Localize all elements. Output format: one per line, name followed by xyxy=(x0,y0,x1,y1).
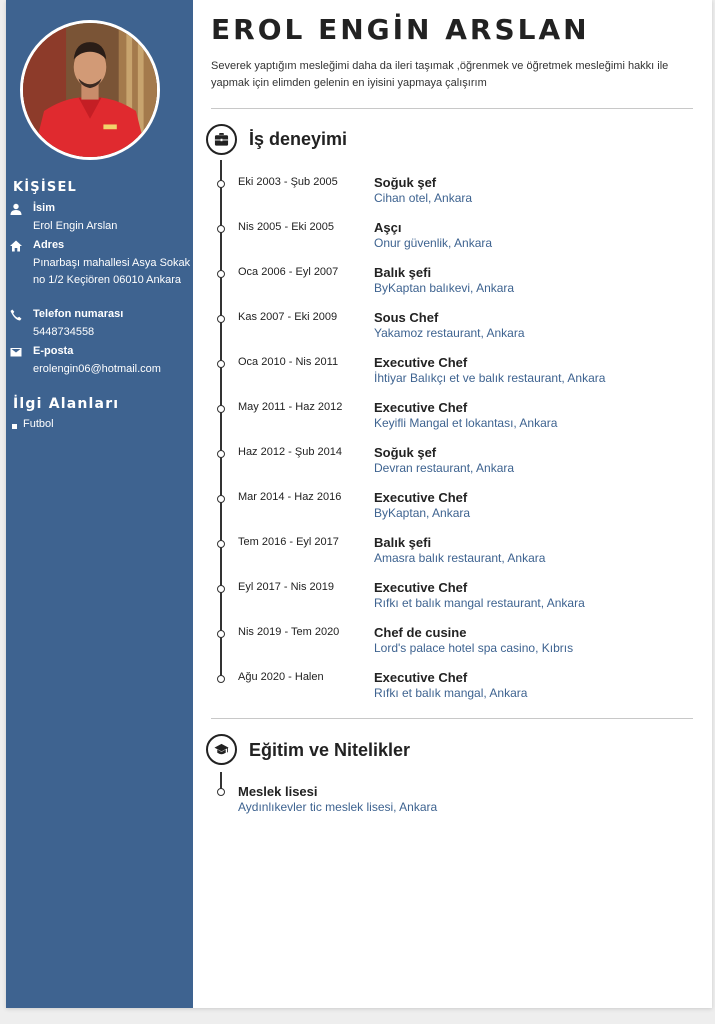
experience-role: Balık şefi xyxy=(374,265,432,280)
experience-place: Yakamoz restaurant, Ankara xyxy=(374,326,525,340)
experience-heading: İş deneyimi xyxy=(249,129,348,149)
name-value: Erol Engin Arslan xyxy=(33,220,118,232)
experience-place: Keyifli Mangal et lokantası, Ankara xyxy=(374,416,558,430)
experience-place: Lord's palace hotel spa casino, Kıbrıs xyxy=(374,641,574,655)
profile-photo xyxy=(20,20,160,160)
experience-place: İhtiyar Balıkçı et ve balık restaurant, Ankara xyxy=(374,371,606,385)
experience-role: Soğuk şef xyxy=(374,445,437,460)
experience-date: Tem 2016 - Eyl 2017 xyxy=(238,536,339,548)
experience-place: Onur güvenlik, Ankara xyxy=(374,236,493,250)
email-label: E-posta xyxy=(33,345,74,357)
experience-role: Balık şefi xyxy=(374,535,432,550)
address-info xyxy=(10,239,192,303)
phone-info xyxy=(10,308,192,340)
page-title: EROL ENGİN ARSLAN xyxy=(211,13,590,46)
timeline-node xyxy=(217,270,225,278)
experience-role: Executive Chef xyxy=(374,355,468,370)
experience-role: Executive Chef xyxy=(374,400,468,415)
name-info xyxy=(10,202,192,232)
experience-role: Soğuk şef xyxy=(374,175,437,190)
experience-role: Executive Chef xyxy=(374,490,468,505)
experience-date: Nis 2019 - Tem 2020 xyxy=(238,626,340,638)
experience-date: May 2011 - Haz 2012 xyxy=(238,401,343,413)
phone-icon xyxy=(10,309,22,321)
experience-role: Executive Chef xyxy=(374,670,468,685)
experience-date: Haz 2012 - Şub 2014 xyxy=(238,446,342,458)
experience-place: Devran restaurant, Ankara xyxy=(374,461,515,475)
name-label: İsim xyxy=(33,202,56,214)
experience-date: Eki 2003 - Şub 2005 xyxy=(238,176,338,188)
experience-place: Cihan otel, Ankara xyxy=(374,191,473,205)
timeline-node xyxy=(217,450,225,458)
section-divider xyxy=(211,718,693,719)
experience-role: Sous Chef xyxy=(374,310,439,325)
chef-portrait-image xyxy=(23,23,157,157)
experience-place: Amasra balık restaurant, Ankara xyxy=(374,551,546,565)
sidebar xyxy=(6,0,193,1008)
section-divider xyxy=(211,108,693,109)
email-value[interactable]: erolengin06@hotmail.com xyxy=(33,363,161,375)
person-icon xyxy=(10,203,22,215)
experience-date: Kas 2007 - Eki 2009 xyxy=(238,311,338,323)
experience-role: Executive Chef xyxy=(374,580,468,595)
personal-heading: KİŞİSEL xyxy=(13,180,78,195)
timeline-node xyxy=(217,540,225,548)
experience-role: Aşçı xyxy=(374,220,402,235)
address-label: Adres xyxy=(33,239,65,251)
timeline-node xyxy=(217,360,225,368)
interest-item: Futbol xyxy=(23,418,54,430)
timeline-node xyxy=(217,180,225,188)
experience-role: Chef de cusine xyxy=(374,625,467,640)
timeline-node xyxy=(217,495,225,503)
experience-place: Rıfkı et balık mangal, Ankara xyxy=(374,686,528,700)
experience-date: Oca 2006 - Eyl 2007 xyxy=(238,266,339,278)
home-icon xyxy=(10,240,22,252)
graduation-cap-icon xyxy=(206,734,237,765)
education-school: Aydınlıkevler tic meslek lisesi, Ankara xyxy=(238,800,438,814)
experience-timeline xyxy=(220,160,222,680)
experience-date: Mar 2014 - Haz 2016 xyxy=(238,491,342,503)
timeline-node xyxy=(217,315,225,323)
address-value: Pınarbaşı mahallesi Asya Sokak no 1/2 Keçiören 06010 Ankara xyxy=(33,257,191,286)
briefcase-icon xyxy=(206,124,237,155)
timeline-node xyxy=(217,405,225,413)
email-info xyxy=(10,345,192,377)
phone-label: Telefon numarası xyxy=(33,308,124,320)
experience-place: ByKaptan balıkevi, Ankara xyxy=(374,281,515,295)
timeline-node xyxy=(217,585,225,593)
experience-date: Nis 2005 - Eki 2005 xyxy=(238,221,334,233)
education-heading: Eğitim ve Nitelikler xyxy=(249,740,411,760)
education-degree: Meslek lisesi xyxy=(238,784,318,799)
timeline-node xyxy=(217,225,225,233)
profile-summary: Severek yaptığım mesleğimi daha da ileri taşımak ,öğrenmek ve öğretmek mesleğimi hakkı ile yapmak için elimden gelenin en iyisini yapmaya çalışırım xyxy=(211,60,669,89)
interest-bullet xyxy=(12,424,17,429)
mail-icon xyxy=(10,346,22,358)
interests-heading: İlgi Alanları xyxy=(13,396,120,412)
timeline-node xyxy=(217,675,225,683)
experience-place: ByKaptan, Ankara xyxy=(374,506,471,520)
timeline-node xyxy=(217,630,225,638)
phone-value: 5448734558 xyxy=(33,326,95,338)
timeline-node xyxy=(217,788,225,796)
experience-date: Eyl 2017 - Nis 2019 xyxy=(238,581,334,593)
experience-date: Oca 2010 - Nis 2011 xyxy=(238,356,339,368)
experience-date: Ağu 2020 - Halen xyxy=(238,671,324,683)
experience-place: Rıfkı et balık mangal restaurant, Ankara xyxy=(374,596,585,610)
